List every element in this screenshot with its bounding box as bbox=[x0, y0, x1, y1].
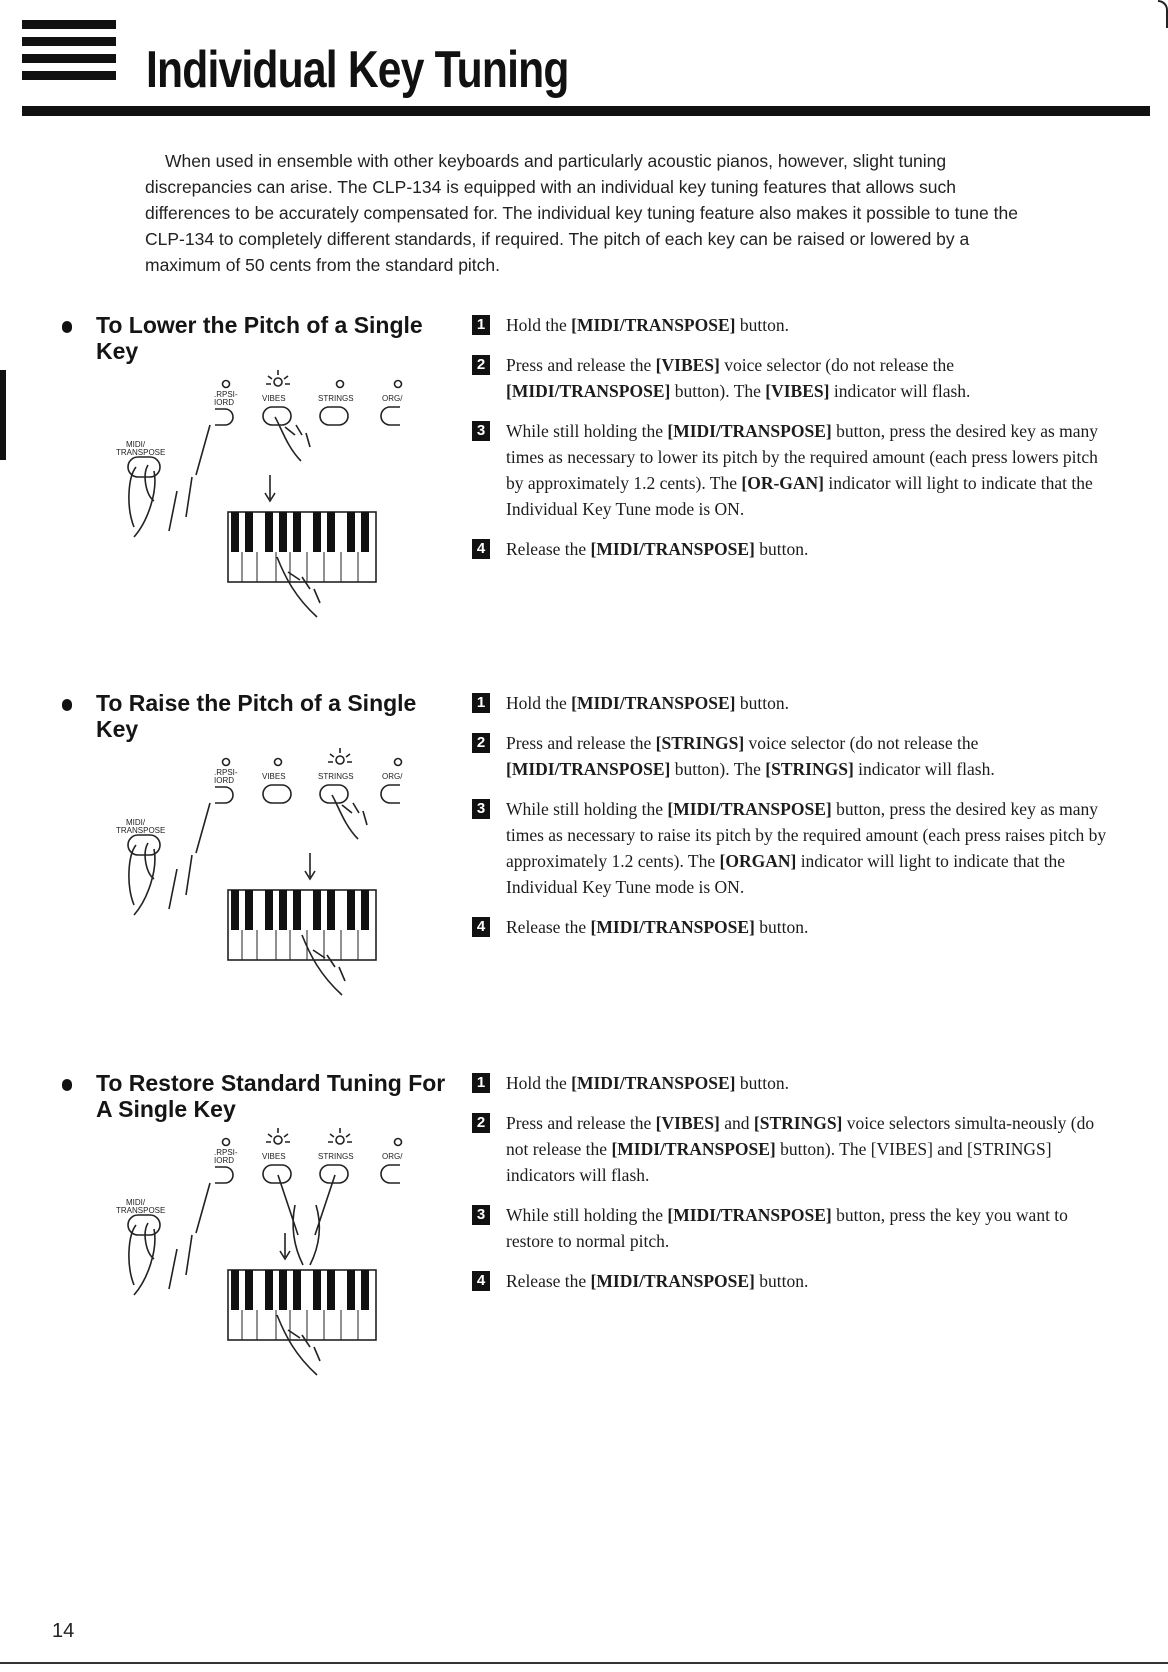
harpsichord-label-2: IORD bbox=[214, 776, 234, 785]
organ-label: ORG/ bbox=[382, 394, 403, 403]
button-ref: [MIDI/TRANSPOSE] bbox=[571, 315, 736, 335]
step-item bbox=[472, 730, 1112, 782]
keyboard-panel-diagram bbox=[110, 367, 410, 637]
panel-illustration bbox=[110, 1125, 410, 1395]
midi-label: MIDI/ bbox=[126, 818, 146, 827]
section-heading-text: To Restore Standard Tuning For A Single Key bbox=[96, 1070, 446, 1122]
section-heading-text: To Raise the Pitch of a Single Key bbox=[96, 690, 417, 742]
transpose-label: TRANSPOSE bbox=[116, 826, 166, 835]
button-ref: [MIDI/TRANSPOSE] bbox=[667, 421, 832, 441]
button-ref: [MIDI/TRANSPOSE] bbox=[506, 381, 671, 401]
button-ref: [MIDI/TRANSPOSE] bbox=[571, 693, 736, 713]
step-item bbox=[472, 1268, 1112, 1294]
step-text: Press and release the bbox=[506, 1113, 656, 1133]
midi-label: MIDI/ bbox=[126, 440, 146, 449]
step-text: button, press the desired key as many times as necessary to lower its pitch by the required amount (each press lowers pitch by approximately 1.2 cents). The bbox=[506, 421, 1099, 493]
organ-label: ORG/ bbox=[382, 1152, 403, 1161]
step-text: Release the bbox=[506, 1271, 591, 1291]
section-heading-text: To Lower the Pitch of a Single Key bbox=[96, 312, 423, 364]
step-text: button, press the desired key as many times as necessary to raise its pitch by the required amount (each press raises pitch by approximately 1.2 cents). The bbox=[506, 799, 1107, 871]
button-ref: [MIDI/TRANSPOSE] bbox=[571, 1073, 736, 1093]
step-item bbox=[472, 352, 1112, 404]
button-ref: [MIDI/TRANSPOSE] bbox=[590, 917, 755, 937]
button-ref: [STRINGS] bbox=[765, 759, 854, 779]
step-text: button). The [VIBES] and [STRINGS] indicators will flash. bbox=[506, 1139, 1052, 1185]
button-ref: [STRINGS] bbox=[655, 733, 745, 753]
step-text: Hold the bbox=[506, 315, 572, 335]
step-item bbox=[472, 1070, 1112, 1096]
harpsichord-label: .RPSI- bbox=[214, 1148, 238, 1157]
step-text: button. bbox=[754, 539, 809, 559]
panel-illustration bbox=[110, 745, 410, 1015]
step-number-icon: 4 bbox=[472, 539, 490, 559]
section-heading bbox=[62, 690, 452, 742]
keyboard-panel-diagram bbox=[110, 1125, 410, 1395]
steps-list bbox=[472, 1070, 1112, 1308]
step-item bbox=[472, 312, 1112, 338]
step-item bbox=[472, 536, 1112, 562]
step-text: button). The bbox=[670, 381, 766, 401]
step-text: voice selector (do not release the bbox=[744, 733, 979, 753]
step-text: Hold the bbox=[506, 693, 572, 713]
step-text: While still holding the bbox=[506, 421, 668, 441]
keyboard-panel-diagram bbox=[110, 745, 410, 1015]
step-item bbox=[472, 418, 1112, 522]
vibes-label: VIBES bbox=[262, 772, 286, 781]
step-text: While still holding the bbox=[506, 1205, 668, 1225]
harpsichord-label-2: IORD bbox=[214, 1156, 234, 1165]
step-text: button. bbox=[754, 1271, 809, 1291]
step-text: indicator will flash. bbox=[853, 759, 995, 779]
step-text: button, press the key you want to restore to normal pitch. bbox=[506, 1205, 1068, 1251]
step-item bbox=[472, 690, 1112, 716]
step-item bbox=[472, 1110, 1112, 1188]
bullet-icon bbox=[62, 321, 72, 333]
organ-label: ORG/ bbox=[382, 772, 403, 781]
step-number-icon: 4 bbox=[472, 1271, 490, 1291]
step-text: Release the bbox=[506, 539, 591, 559]
midi-label: MIDI/ bbox=[126, 1198, 146, 1207]
harpsichord-label: .RPSI- bbox=[214, 390, 238, 399]
step-text: While still holding the bbox=[506, 799, 668, 819]
button-ref: [MIDI/TRANSPOSE] bbox=[590, 1271, 755, 1291]
section-heading bbox=[62, 312, 452, 364]
steps-list bbox=[472, 312, 1112, 576]
strings-label: STRINGS bbox=[318, 772, 354, 781]
bullet-icon bbox=[62, 1079, 72, 1091]
step-number-icon: 3 bbox=[472, 421, 490, 441]
page-corner-mark bbox=[1158, 0, 1168, 28]
step-number-icon: 3 bbox=[472, 1205, 490, 1225]
step-text: button. bbox=[735, 315, 789, 335]
section-heading bbox=[62, 1070, 452, 1122]
step-text: button. bbox=[735, 1073, 789, 1093]
button-ref: [MIDI/TRANSPOSE] bbox=[611, 1139, 776, 1159]
button-ref: [ORGAN] bbox=[719, 851, 797, 871]
step-item bbox=[472, 914, 1112, 940]
step-item bbox=[472, 796, 1112, 900]
title-rule bbox=[22, 106, 1150, 116]
step-text: indicator will light to indicate that the Individual Key Tune mode is ON. bbox=[506, 473, 1093, 519]
step-number-icon: 2 bbox=[472, 355, 490, 375]
step-text: Press and release the bbox=[506, 733, 656, 753]
step-number-icon: 1 bbox=[472, 315, 490, 335]
step-text: and bbox=[719, 1113, 754, 1133]
page-number: 14 bbox=[52, 1620, 75, 1642]
step-text: Release the bbox=[506, 917, 591, 937]
vibes-label: VIBES bbox=[262, 1152, 286, 1161]
step-number-icon: 2 bbox=[472, 1113, 490, 1133]
intro-paragraph bbox=[145, 148, 1045, 278]
step-text: Hold the bbox=[506, 1073, 572, 1093]
button-ref: [VIBES] bbox=[655, 355, 720, 375]
title-bars-decoration bbox=[22, 20, 116, 88]
step-text: voice selector (do not release the bbox=[719, 355, 955, 375]
button-ref: [OR-GAN] bbox=[741, 473, 825, 493]
button-ref: [VIBES] bbox=[655, 1113, 720, 1133]
step-text: button. bbox=[754, 917, 809, 937]
button-ref: [MIDI/TRANSPOSE] bbox=[590, 539, 755, 559]
button-ref: [MIDI/TRANSPOSE] bbox=[667, 799, 832, 819]
harpsichord-label-2: IORD bbox=[214, 398, 234, 407]
steps-list bbox=[472, 690, 1112, 954]
step-text: button). The bbox=[670, 759, 766, 779]
button-ref: [VIBES] bbox=[765, 381, 830, 401]
bullet-icon bbox=[62, 699, 72, 711]
step-item bbox=[472, 1202, 1112, 1254]
step-number-icon: 3 bbox=[472, 799, 490, 819]
step-text: indicator will light to indicate that the Individual Key Tune mode is ON. bbox=[506, 851, 1066, 897]
button-ref: [MIDI/TRANSPOSE] bbox=[506, 759, 671, 779]
vibes-label: VIBES bbox=[262, 394, 286, 403]
button-ref: [MIDI/TRANSPOSE] bbox=[667, 1205, 832, 1225]
strings-label: STRINGS bbox=[318, 394, 354, 403]
strings-label: STRINGS bbox=[318, 1152, 354, 1161]
transpose-label: TRANSPOSE bbox=[116, 1206, 166, 1215]
step-text: button. bbox=[735, 693, 789, 713]
step-number-icon: 2 bbox=[472, 733, 490, 753]
intro-text: When used in ensemble with other keyboards and particularly acoustic pianos, however, slight tuning discrepancies can arise. The CLP-134 is equipped with an individual key tuning features that allows such differences to be accurately compensated for. The individual key tuning feature also makes it possible to tune the CLP-134 to completely different standards, if required. The pitch of each key can be raised or lowered by a maximum of 50 cents from the standard pitch. bbox=[145, 151, 1018, 275]
page-title: Individual Key Tuning bbox=[146, 41, 569, 99]
step-number-icon: 1 bbox=[472, 693, 490, 713]
step-number-icon: 4 bbox=[472, 917, 490, 937]
bottom-rule bbox=[0, 1662, 1168, 1664]
transpose-label: TRANSPOSE bbox=[116, 448, 166, 457]
panel-illustration bbox=[110, 367, 410, 637]
side-tab-marker bbox=[0, 370, 6, 460]
button-ref: [STRINGS] bbox=[753, 1113, 843, 1133]
step-text: indicator will flash. bbox=[829, 381, 971, 401]
harpsichord-label: .RPSI- bbox=[214, 768, 238, 777]
step-text: voice selectors simulta-neously (do not release the bbox=[506, 1113, 1095, 1159]
step-number-icon: 1 bbox=[472, 1073, 490, 1093]
step-text: Press and release the bbox=[506, 355, 656, 375]
